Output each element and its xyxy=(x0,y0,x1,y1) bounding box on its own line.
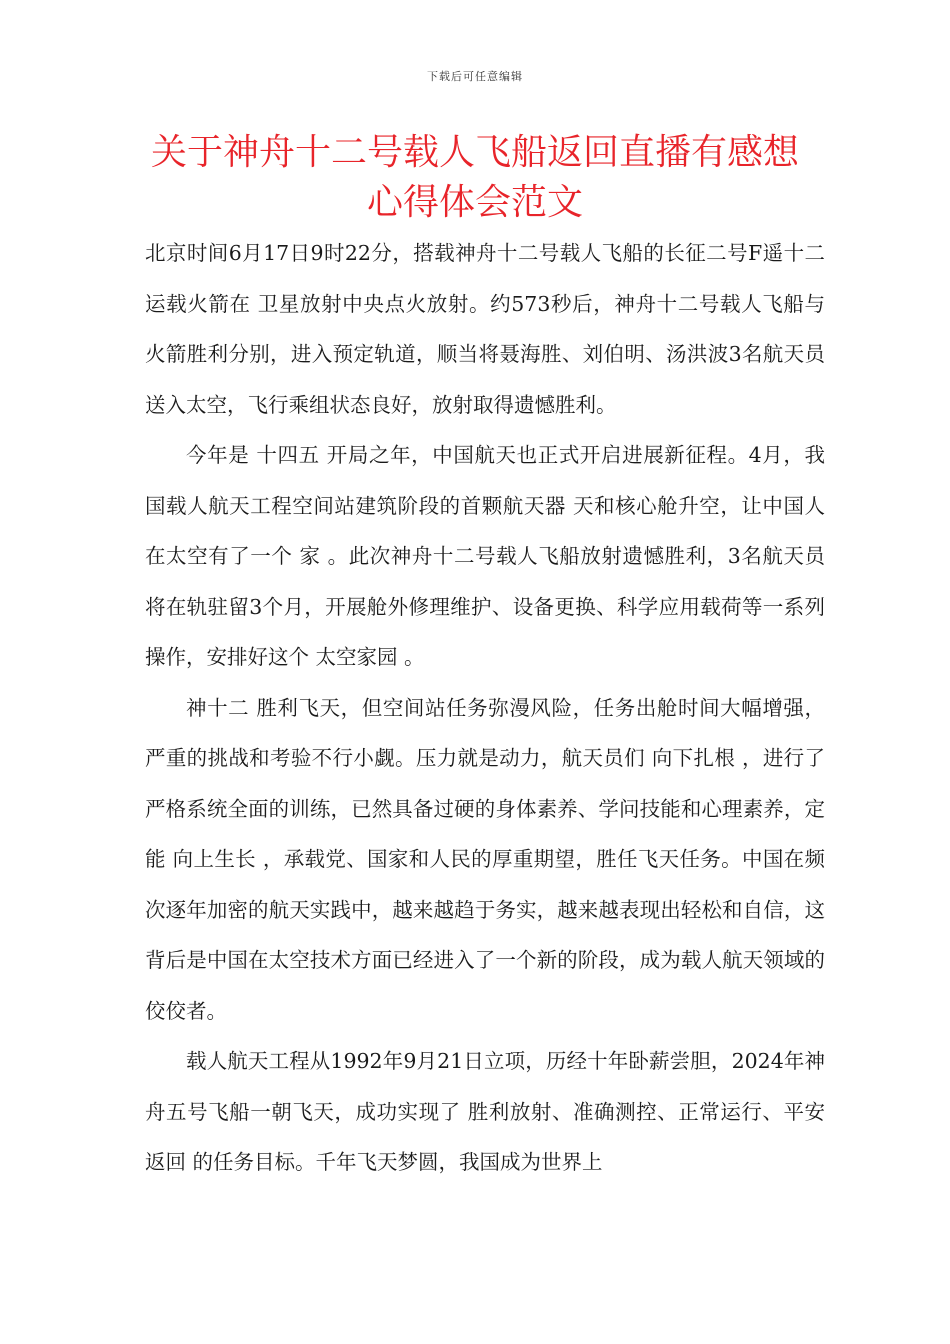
document-title xyxy=(100,128,850,228)
title-line-2: 心得体会范文 xyxy=(366,182,583,223)
paragraph-3: 神十二 胜利飞天，但空间站任务弥漫风险，任务出舱时间大幅增强，严重的挑战和考验不行小觑。压力就是动力，航天员们 向下扎根 ，进行了严格系统全面的训练，已然具备过硬的身体素养、学问技能和心理素养，定能 向上生长 ，承载党、国家和人民的厚重期望，胜任飞天任务。中国在频次逐年加密的航天实践中，越来越趋于务实，越来越表现出轻松和自信，这背后是中国在太空技术方面已经进入了一个新的阶段，成为载人航天领域的佼佼者。 xyxy=(145,695,825,1023)
paragraph-1: 北京时间6月17日9时22分，搭载神舟十二号载人飞船的长征二号F遥十二运载火箭在 卫星放射中央点火放射。约573秒后，神舟十二号载人飞船与火箭胜利分别，进入预定轨道，顺当将聂海胜、刘伯明、汤洪波3名航天员送入太空，飞行乘组状态良好，放射取得遗憾胜利。 xyxy=(145,241,825,417)
title-line-1: 关于神舟十二号载人飞船返回直播有感想 xyxy=(150,132,799,173)
paragraph-4: 载人航天工程从1992年9月21日立项，历经十年卧薪尝胆，2024年神舟五号飞船一朝飞天，成功实现了 胜利放射、准确测控、正常运行、平安返回 的任务目标。千年飞天梦圆，我国成为世界上 xyxy=(145,1049,825,1174)
paragraph-2: 今年是 十四五 开局之年，中国航天也正式开启进展新征程。4月，我国载人航天工程空间站建筑阶段的首颗航天器 天和核心舱升空，让中国人在太空有了一个 家 。此次神舟十二号载人飞船放射遗憾胜利，3名航天员将在轨驻留3个月，开展舱外修理维护、设备更换、科学应用载荷等一系列操作，安排好这个 太空家园 。 xyxy=(145,443,825,669)
page-header-note: 下载后可任意编辑 xyxy=(427,70,523,83)
document-body xyxy=(145,228,825,1188)
